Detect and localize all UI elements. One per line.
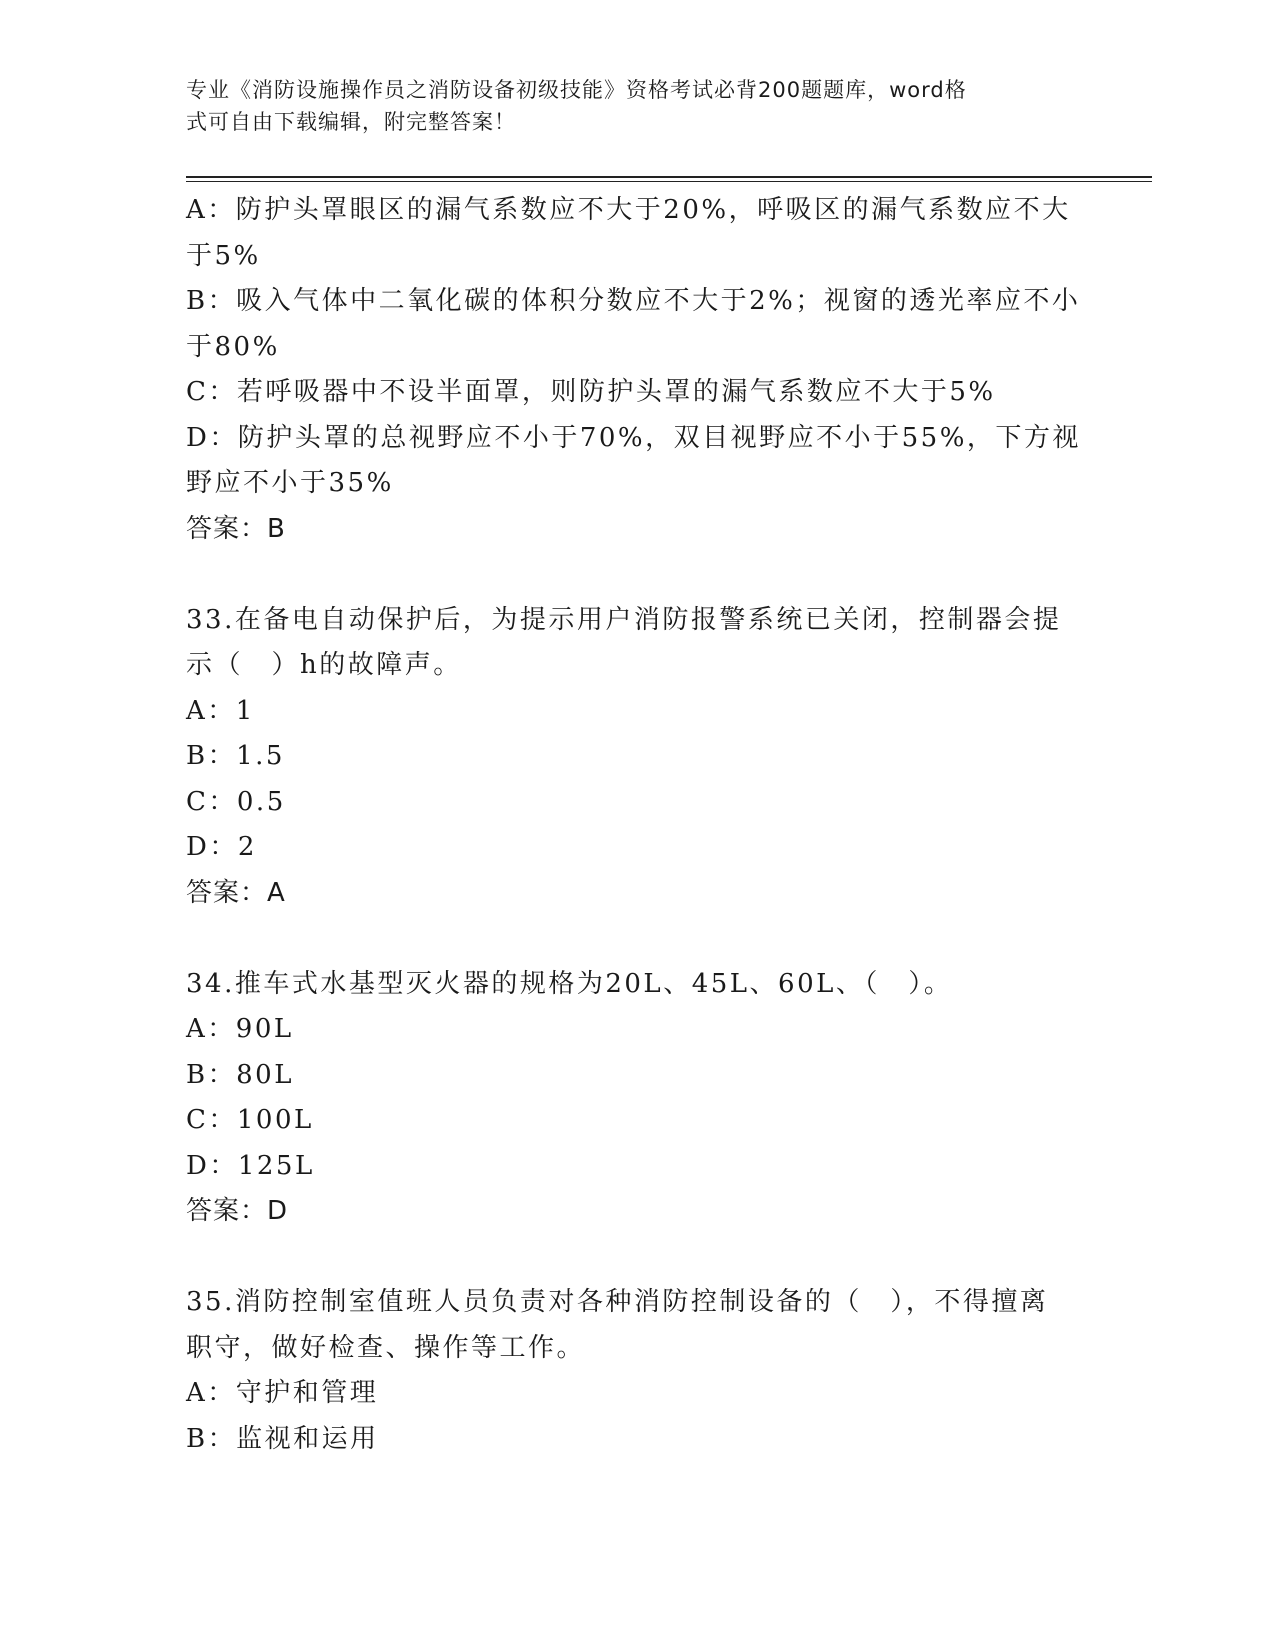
header-rule-thick — [186, 176, 1152, 178]
option-a: A：1 — [186, 695, 255, 726]
header-line-1: 专业《消防设施操作员之消防设备初级技能》资格考试必背200题题库，word格 — [186, 78, 967, 102]
question-32 — [186, 188, 1086, 552]
option-a: A：守护和管理 — [186, 1378, 379, 1408]
option-b: B：80L — [186, 1059, 294, 1090]
option-c: C：0.5 — [186, 786, 286, 817]
question-content — [186, 188, 1086, 1462]
question-34 — [186, 962, 1086, 1235]
answer-label: 答案：A — [186, 877, 286, 908]
option-b-line-2: 于80% — [186, 331, 280, 362]
option-a-line-2: 于5% — [186, 240, 261, 271]
spacer — [186, 916, 1086, 962]
question-33 — [186, 598, 1086, 917]
option-c: C：若呼吸器中不设半面罩，则防护头罩的漏气系数应不大于5% — [186, 377, 996, 407]
spacer — [186, 552, 1086, 598]
question-stem-line-2: 示（ ）h的故障声。 — [186, 650, 462, 680]
option-a: A：90L — [186, 1014, 294, 1044]
option-d-line-2: 野应不小于35% — [186, 468, 394, 498]
spacer — [186, 1235, 1086, 1281]
header-line-2: 式可自由下载编辑，附完整答案！ — [186, 110, 516, 134]
option-b: B：监视和运用 — [186, 1423, 379, 1454]
option-b: B：1.5 — [186, 741, 285, 771]
document-header — [186, 74, 1066, 138]
header-rule-thin — [186, 181, 1152, 182]
answer-label: 答案：D — [186, 1196, 289, 1226]
question-35 — [186, 1280, 1086, 1462]
question-stem-line-1: 33.在备电自动保护后，为提示用户消防报警系统已关闭，控制器会提 — [186, 604, 1062, 635]
option-a-line-1: A：防护头罩眼区的漏气系数应不大于20%，呼吸区的漏气系数应不大 — [186, 195, 1071, 225]
question-stem: 34.推车式水基型灭火器的规格为20L、45L、60L、（ ）。 — [186, 968, 953, 999]
option-d: D：125L — [186, 1150, 315, 1181]
question-stem-line-1: 35.消防控制室值班人员负责对各种消防控制设备的（ ），不得擅离 — [186, 1287, 1049, 1317]
question-stem-line-2: 职守，做好检查、操作等工作。 — [186, 1332, 586, 1363]
option-b-line-1: B：吸入气体中二氧化碳的体积分数应不大于2%；视窗的透光率应不小 — [186, 286, 1081, 316]
option-d: D：2 — [186, 832, 257, 862]
option-d-line-1: D：防护头罩的总视野应不小于70%，双目视野应不小于55%，下方视 — [186, 422, 1081, 453]
option-c: C：100L — [186, 1105, 314, 1135]
answer-label: 答案：B — [186, 513, 286, 544]
